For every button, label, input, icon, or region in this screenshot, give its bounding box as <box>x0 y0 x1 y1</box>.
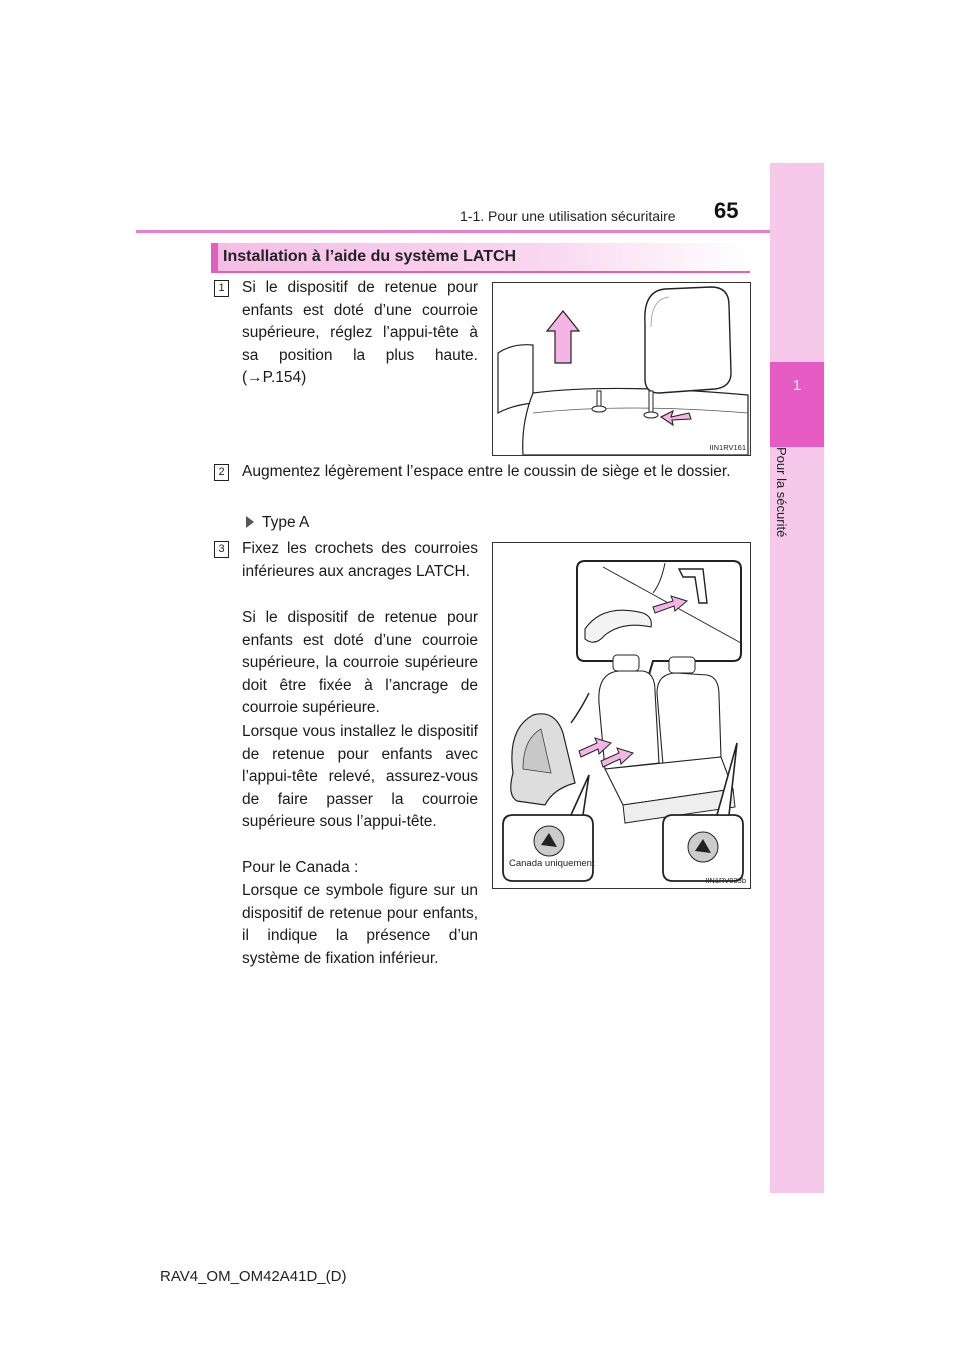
step-3-text-3: Lorsque vous installez le dispositif de retenue pour enfants avec l’appui-tête relevé, assurez-vous de faire passer la courroie supérieure sous l’appui-tête. <box>242 723 478 830</box>
running-header-section: 1-1. Pour une utilisation sécuritaire <box>460 208 676 224</box>
section-heading-text: Installation à l’aide du système LATCH <box>223 248 517 265</box>
latch-installation-illustration <box>493 543 750 888</box>
header-rule <box>136 230 824 233</box>
document-footer-code: RAV4_OM_OM42A41D_(D) <box>160 1268 347 1285</box>
section-heading-marker <box>211 243 218 273</box>
chapter-side-tab <box>770 163 824 1193</box>
latch-installation-figure <box>492 542 751 889</box>
headrest-figure <box>492 282 751 456</box>
step-3-text-4: Pour le Canada : <box>242 859 359 876</box>
step-3-text-1: Fixez les crochets des courroies inférieures aux ancrages LATCH. <box>242 540 478 580</box>
step-2-text: Augmentez légèrement l’espace entre le coussin de siège et le dossier. <box>242 463 731 480</box>
type-a-subheading <box>246 514 309 532</box>
figure-code-3: IIN1RV033b <box>705 876 746 885</box>
headrest-illustration <box>493 283 750 455</box>
page-number: 65 <box>714 198 739 223</box>
chapter-title-tab <box>770 447 824 597</box>
canada-only-label: Canada uniquement <box>509 858 595 869</box>
step-number-1: 1 <box>214 280 229 297</box>
figure-code-1: IIN1RV161 <box>709 443 746 452</box>
step-3-text-2: Si le dispositif de retenue pour enfants est doté d’une courroie supérieure, la courroie supérieure doit être fixée à l’ancrage de courroie supérieure. <box>242 609 478 716</box>
step-3-text-5: Lorsque ce symbole figure sur un dispositif de retenue pour enfants, il indique la présence d’un système de fixation inférieur. <box>242 882 478 967</box>
type-a-label: Type A <box>262 514 310 531</box>
triangle-bullet-icon <box>246 516 254 528</box>
step-number-3: 3 <box>214 541 229 558</box>
section-heading <box>211 243 750 273</box>
chapter-title: Pour la sécurité <box>774 447 789 538</box>
step-number-2: 2 <box>214 464 229 481</box>
step-1-text: Si le dispositif de retenue pour enfants est doté d’une courroie supérieure, réglez l’appui-tête à sa position la plus haute. (→P.154) <box>242 279 478 386</box>
chapter-number-tab: 1 <box>770 362 824 447</box>
